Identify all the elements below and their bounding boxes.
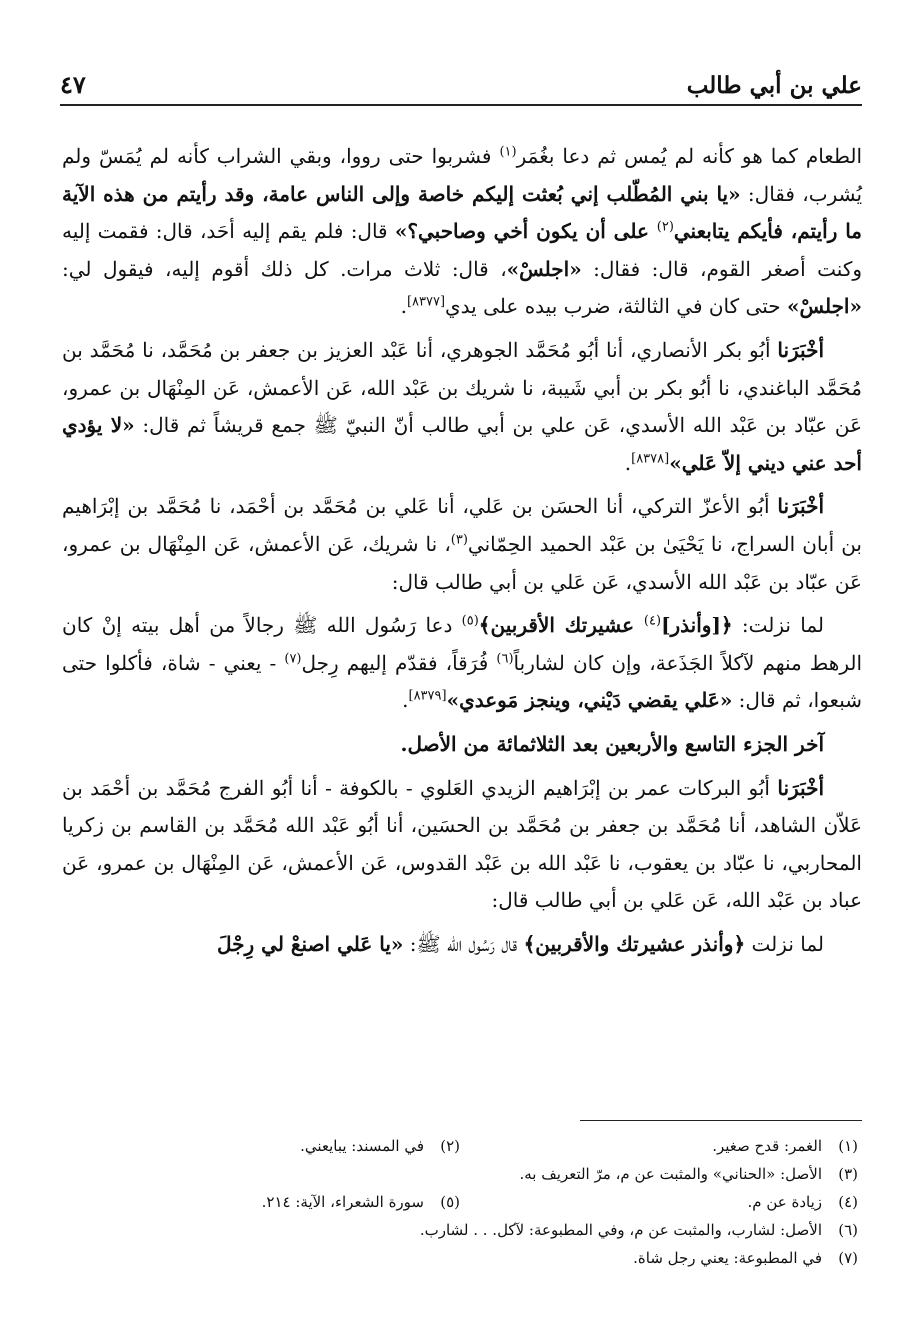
footnote-2 <box>62 1132 460 1160</box>
text: . <box>400 294 407 319</box>
paragraph-5 <box>62 726 862 764</box>
footnote-number: (٧) <box>838 1249 858 1267</box>
footnote-row <box>62 1160 858 1188</box>
text: . <box>624 450 632 475</box>
body-text <box>62 138 862 963</box>
footnote-number: (٣) <box>838 1165 858 1183</box>
footnote-ref-4: (٤) <box>643 613 662 629</box>
footnote-text: في المطبوعة: يعني رجل شاة. <box>633 1249 822 1267</box>
hadith-quote: «اجلسْ» <box>506 256 582 281</box>
footnote-ref-2: (٢) <box>656 219 674 235</box>
text: ، قال: ثلاث مرات. كل ذلك أقوم إليه، فيقول لي: <box>62 256 507 281</box>
text: حتى كان في الثالثة، ضرب بيده على يدي <box>445 294 787 319</box>
page-header <box>60 66 862 106</box>
footnote-row <box>62 1216 858 1244</box>
akhbarana-word: أخْبَرَنا <box>777 337 824 362</box>
text: فُرَقاً، فقدّم إليهم رِجل <box>301 650 497 675</box>
footnote-row <box>62 1244 858 1272</box>
running-title: علي بن أبي طالب <box>686 72 862 99</box>
text: قال: فلم يقم إليه أحَد، قال: فقمت إليه وكنت أصغر القوم، قال: فقال: <box>62 219 862 281</box>
footnote-ref-1: (١) <box>499 144 517 160</box>
hadith-number: [٨٣٧٨] <box>631 451 670 467</box>
text: - يعني - شاة، فأكلوا حتى شبعوا، ثم قال: <box>62 650 862 713</box>
footnote-number: (٤) <box>838 1193 858 1211</box>
hadith-quote: «يا عَلي اصنعْ لي رِجْلَ <box>217 931 404 956</box>
paragraph-2 <box>62 332 862 482</box>
footnote-3 <box>519 1160 858 1188</box>
footnote-text: الأصل: لشارب، والمثبت عن م، وفي المطبوعة: لآكل. . . لشارب. <box>419 1221 822 1239</box>
footnote-number: (٦) <box>838 1221 858 1239</box>
footnote-number: (١) <box>838 1137 858 1155</box>
footnote-text: سورة الشعراء، الآية: ٢١٤. <box>261 1193 424 1211</box>
akhbarana-word: أخْبَرَنا <box>777 494 824 519</box>
footnote-ref-6: (٦) <box>496 651 514 667</box>
page-number: ٤٧ <box>60 70 86 99</box>
hadith-quote: «عَلي يقضي دَيْني، وينجز مَوعدي» <box>446 688 733 713</box>
text: لما نزلت <box>745 931 824 956</box>
paragraph-6 <box>62 770 862 920</box>
section-end-note: آخر الجزء التاسع والأربعين بعد الثلاثمائة من الأصل. <box>400 731 824 756</box>
akhbarana-word: أخْبَرَنا <box>777 775 824 800</box>
footnotes <box>62 1132 858 1272</box>
text: أبُو بكر الأنصاري، أنا أبُو مُحَمَّد الجوهري، أنا عَبْد العزيز بن جعفر بن مُحَمَّد، نا مُحَمَّد بن مُحَمَّد الباغندي، نا أبُو بكر بن أبي شَيبة، نا شريك بن عَبْد الله، عَن الأعمش، عَن المِنْهَال بن عمرو، عَن عبّاد بن عَبْد الله الأسدي، عَن علي بن أبي طالب أنّ النبيّ ﷺ جمع قريشاً ثم قال: <box>62 337 863 438</box>
quran-verse: ﴿وأنذر عشيرتك والأقربين﴾ <box>523 931 746 956</box>
text: فشربوا حتى رووا، وبقي الشراب كأنه لم يُمَسّ ولم يُشرب، فقال: <box>62 144 863 206</box>
footnote-text: زيادة عن م. <box>747 1193 822 1211</box>
hadith-number: [٨٣٧٧] <box>406 294 446 310</box>
hadith-quote: «اجلسْ» <box>786 294 862 319</box>
text: الطعام كما هو كأنه لم يُمس ثم دعا بغُمَر <box>516 144 863 168</box>
footnote-ref-7: (٧) <box>284 651 302 667</box>
footnote-ref-3: (٣) <box>450 532 468 548</box>
footnote-row <box>62 1132 858 1160</box>
footnote-number: (٥) <box>440 1193 460 1211</box>
paragraph-7 <box>62 926 862 964</box>
footnote-divider <box>580 1120 862 1121</box>
footnote-text: الغمر: قدح صغير. <box>712 1137 822 1155</box>
text: أبُو البركات عمر بن إبْرَاهيم الزيدي العَلوي - بالكوفة - أنا أبُو الفرج مُحَمَّد بن أحْمَد بن عَلاّن الشاهد، أنا مُحَمَّد بن جعفر بن مُحَمَّد بن الحسَين، أنا أبُو عَبْد الله مُحَمَّد بن القاسم بن زكريا المحاربي، نا عبّاد بن يعقوب، نا عَبْد الله بن عَبْد القدوس، عَن الأعمش، عَن المِنْهَال بن عمرو، عَن عباد بن عَبْد الله، عَن عَلي بن أبي طالب قال: <box>62 775 862 913</box>
footnote-text: في المسند: يبايعني. <box>300 1137 424 1155</box>
text: ، نا شريك، عَن الأعمش، عَن المِنْهَال بن عمرو، عَن عبّاد بن عَبْد الله الأسدي، عَن عَلي بن أبي طالب قال: <box>62 531 862 594</box>
footnote-ref-5: (٥) <box>461 613 479 629</box>
text: . <box>402 688 409 713</box>
hadith-quote: على أن يكون أخي وصاحبي؟» <box>394 219 657 244</box>
quran-verse: عشيرتك الأقربين﴾ <box>478 613 644 638</box>
paragraph-3 <box>62 488 862 601</box>
hadith-quote: «يا بني المُطّلب إني بُعثت إليكم خاصة وإلى الناس عامة، وقد رأيتم من هذه الآية ما رأيتم، فأيكم يتابعني <box>62 181 863 244</box>
paragraph-4 <box>62 607 862 720</box>
footnote-6 <box>420 1216 858 1244</box>
text: دعا رَسُول الله ﷺ رجالاً من أهل بيته إنْ كان الرهط منهم لآكلاً الجَذَعة، وإن كان لشارباً <box>62 613 862 675</box>
footnote-4 <box>460 1188 858 1216</box>
footnote-1 <box>460 1132 858 1160</box>
footnote-7 <box>633 1244 858 1272</box>
text: قال رَسُول الله ﷺ: <box>403 931 524 956</box>
footnote-5 <box>62 1188 460 1216</box>
text: لما نزلت: <box>732 613 825 638</box>
paragraph-1 <box>62 138 862 326</box>
hadith-quote: «لا يؤدي أحد عني ديني إلاّ عَلي» <box>62 413 862 475</box>
text: أبُو الأعزّ التركي، أنا الحسَن بن عَلي، أنا عَلي بن مُحَمَّد بن أحْمَد، نا مُحَمَّد بن إبْرَاهيم بن أبان السراج، نا يَحْيَىٰ بن عَبْد الحميد الحِمّاني <box>62 494 863 556</box>
quran-verse: ﴿[وأنذر] <box>661 613 733 638</box>
footnote-text: الأصل: «الحناني» والمثبت عن م، مرّ التعريف به. <box>519 1165 822 1183</box>
footnote-row <box>62 1188 858 1216</box>
hadith-number: [٨٣٧٩] <box>408 688 447 704</box>
footnote-number: (٢) <box>440 1137 460 1155</box>
